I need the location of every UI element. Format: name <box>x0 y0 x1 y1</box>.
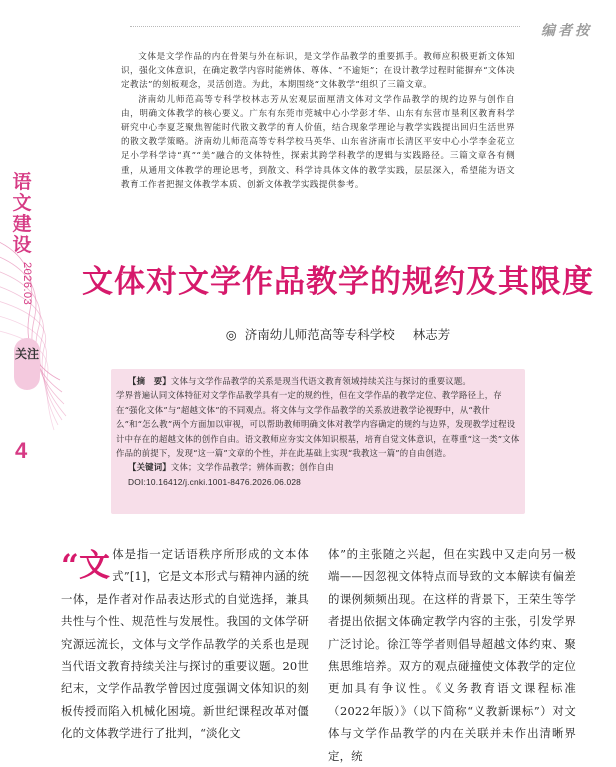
abstract-lead: 文体与文学作品教学的关系是现当代语文教育领域持续关注与探讨的重要议题。 <box>170 376 471 386</box>
author-affiliation: 济南幼儿师范高等专科学校 <box>244 327 395 342</box>
abstract-body: 学界普遍认同文体特征对文学作品教学具有一定的规约性，但在文学作品的教学定位、教学路径上，存在“强化文体”与“超越文体”的不同观点。将文体与文学作品教学的关系放进教学论视野中，从“教什么”和“怎么教”两个方面加以审视，可以帮助教师明确文体对教学内容确定的规约与边界，发现教学过程设计中存在的超越文体的创作自由。语文教师应夯实文体知识根基，培育自觉文体意识，在尊重“这一类”文体作品的前提下，发现“这一篇”文章的个性，并在此基础上实现“我教这一篇”的自由创造。 <box>116 390 520 459</box>
author-mark: ◎ <box>225 327 237 342</box>
body-text-right: 体”的主张随之兴起，但在实践中又走向另一极端——因忽视文体特点而导致的文本解读有偏差的课例频频出现。在这样的背景下，王荣生等学者提出依据文体确定教学内容的主张，引发学界广泛讨论。徐江等学者则倡导超越文体约束、聚焦思维培养。双方的观点碰撞使文体教学的定位更加具有争议性。《义务教育语文课程标准（2022年版）》（以下简称“义教新课标”）对文体与文学作品教学的内在关联并未作出清晰界定，统 <box>328 547 576 763</box>
author-line <box>60 325 616 343</box>
abstract <box>116 374 522 489</box>
abstract-label: 【摘 要】 <box>128 376 171 386</box>
keywords-label: 【关键词】 <box>128 462 171 473</box>
dropcap-char: 文 <box>79 548 111 584</box>
keywords: 文体；文学作品教学；辨体而教；创作自由 <box>170 462 334 473</box>
editor-note-header <box>60 20 616 40</box>
header-divider <box>130 26 520 30</box>
body-column-right <box>328 543 576 767</box>
body-text-left: 体是指一定话语秩序所形成的文本体式”[1]，它是文本形式与精神内涵的统一体，是作者对作品表达形式的自觉选择，兼具共性与个性、规范性与发展性。我国的文体学研究源远流长，文体与文学作品教学的关系也是现当代语文教育持续关注与探讨的重要议题。20世纪末，文学作品教学曾因过度强调文体知识的刻板传授而陷入机械化困境。新世纪课程改革对僵化的文体教学进行了批判，“淡化文 <box>61 547 309 741</box>
journal-title: 语文建设 <box>12 171 32 256</box>
page-number: 4 <box>15 438 28 463</box>
column-badge: 关注 <box>14 338 40 390</box>
sidebar <box>0 0 60 735</box>
article-title: 文体对文学作品教学的规约及其限度 <box>82 264 594 300</box>
editor-note-paragraph: 文体是文学作品的内在骨架与外在标识，是文学作品教学的重要抓手。教师应积极更新文体知识，强化文体意识，在确定教学内容时能辨体、尊体、“不逾矩”；在设计教学过程时能摒弃“文体决定教法”的刻板观念，灵活创造。为此，本期围绕“文体教学”组织了三篇文章。 <box>121 52 515 91</box>
editor-note <box>121 50 515 192</box>
editor-note-label: 编者按 <box>541 23 592 39</box>
journal-issue: 2026.03 <box>21 262 33 306</box>
body-column-left <box>61 543 309 745</box>
author-name: 林志芳 <box>412 327 451 342</box>
doi: DOI:10.16412/j.cnki.1001-8476.2026.06.028 <box>128 476 302 487</box>
dropcap <box>61 549 110 583</box>
dropcap-quote: “ <box>61 548 80 584</box>
editor-note-paragraph: 济南幼儿师范高等专科学校林志芳从宏观层面厘清文体对文学作品教学的规约边界与创作自由，明确文体教学的核心要义。广东有东莞市莞城中心小学彭才华、山东有东营市垦利区教育科学研究中心李夏芝聚焦智能时代散文教学的育人价值，结合现象学理论与教学实践提出回归生活世界的散文教学策略。济南幼儿师范高等专科学校马英华、山东省济南市长清区平安中心小学李金花立足小学科学诗“真”“美”融合的文体特性，探索其跨学科教学的逻辑与实践路径。三篇文章各有侧重，从通用文体教学的理论思考，到散文、科学诗具体文体的教学实践，层层深入，希望能为语文教育工作者把握文体教学本质、创新文体教学实践提供参考。 <box>121 94 515 190</box>
